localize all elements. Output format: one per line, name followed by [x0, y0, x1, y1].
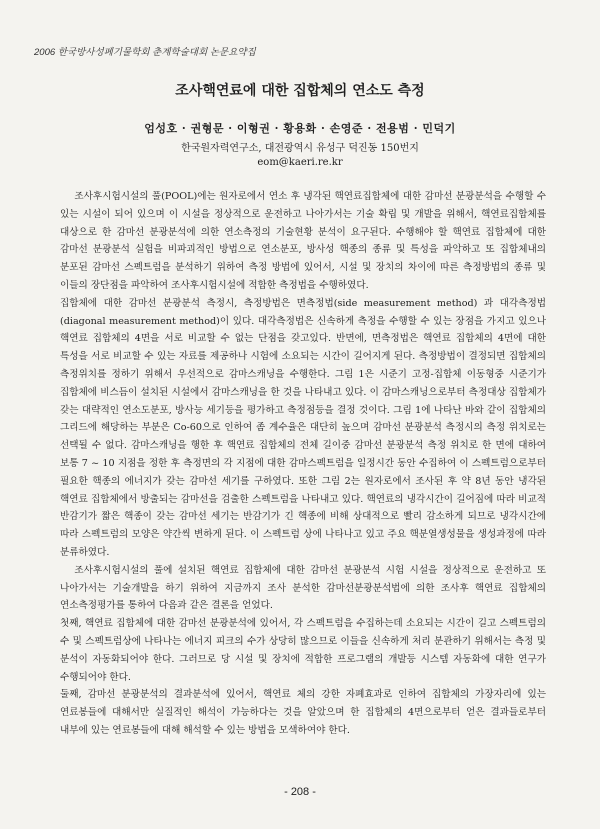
- abstract-body: [60, 188, 546, 740]
- paragraph-second-point: 둘째, 감마선 분광분석의 결과분석에 있어서, 핵연료 체의 강한 자폐효과로 인하여 집합체의 가장자리에 있는 연료봉들에 대해서만 실질적인 해석이 가능하다는 것을 알았으며 한 집합체의 4면으로부터 얻은 결과들로부터 내부에 있는 연료봉들에 대해 해석할 수 있는 방법을 모색하여야 한다.: [60, 689, 546, 736]
- paper-title: 조사핵연료에 대한 집합체의 연소도 측정: [175, 83, 425, 99]
- author-email: eom@kaeri.re.kr: [257, 157, 343, 168]
- affiliation: 한국원자력연구소, 대전광역시 유성구 덕진동 150번지: [181, 143, 419, 154]
- author-list: 엄성호 · 권형문 · 이형권 · 황용화 · 손영준 · 전용범 · 민덕기: [144, 122, 456, 135]
- running-header: 2006 한국방사성폐기물학회 춘계학술대회 논문요약집: [34, 47, 256, 58]
- paragraph-first-point: 첫째, 핵연료 집합체에 대한 감마선 분광분석에 있어서, 각 스펙트럼을 수집하는데 소요되는 시간이 길고 스펙트럼의 수 및 스펙트럼상에 나타나는 에너지 피크의 수가 상당히 많으므로 이들을 신속하게 처리 분관하기 위해서는 측정 및 분석이 자동화되어야 한다. 그러므로 당 시설 및 장치에 적합한 프로그램의 개발등 시스템 자동화에 대한 연구가 수행되어야 한다.: [60, 618, 546, 683]
- page-number: - 208 -: [284, 786, 316, 798]
- paragraph-conclusion: 조사후시험시설의 풀에 설치된 핵연료 집합체에 대한 감마선 분광분석 시험 시설을 정상적으로 운전하고 또 나아가서는 기술개발을 하기 위하여 지금까지 조사 분석한 감마선분광분석법에 의한 조사후 핵연료 집합체의 연소측정평가를 통하여 다음과 같은 결론을 얻었다.: [60, 564, 546, 612]
- paragraph-methods: 집합체에 대한 감마선 분광분석 측정시, 측정방법은 면측정법(side measurement method) 과 대각측정법(diagonal measurement method)이 있다. 대각측정법은 신속하게 측정을 수행할 수 있는 장점을 가지고 있으나 핵연료 집합체의 4면을 서로 비교할 수 없는 단점을 갖고있다. 반면에, 면측정법은 핵연료 집합체의 4면에 대한 특성을 서로 비교할 수 있는 자료를 제공하나 시험에 소요되는 시간이 길어지게 된다. 측정방법이 결정되면 집합체의 측정위치를 정하기 위해서 우선적으로 감마스캐닝을 수행한다. 그림 1은 시준기 고정-집합체 이동형중 시준기가 집합체에 비스듬이 설치된 시설에서 감마스캐닝을 한 것을 나타내고 있다. 이 감마스캐닝으로부터 측정대상 집합체가 갖는 대략적인 연소도분포, 방사능 세기등을 평가하고 측정점등을 결정 것이다. 그림 1에 나타난 바와 같이 집합체의 그리드에 해당하는 부분은 Co-60으로 인하여 좀 계수율은 대단히 높으며 감마선 분광분석 측정시의 측정 위치로는 선택될 수 없다. 감마스캐닝을 행한 후 핵연료 집합체의 전체 길이중 감마선 분광분석 측정 위치로 한 면에 대하여 보통 7 ~ 10 지점을 정한 후 측정면의 각 지점에 대한 감마스펙트럼을 일정시간 동안 수집하여 이 스펙트럼으로부터 필요한 핵종의 에너지가 갖는 감마선 세기를 구하였다. 또한 그림 2는 원자로에서 조사된 후 약 8년 동안 냉각된 핵연료 집합체에서 방출되는 감마선을 검출한 스펙트럼을 나타내고 있다. 핵연료의 냉각시간이 길어짐에 따라 비교적 반감기가 짧은 핵종이 갖는 감마선 세기는 반감기가 긴 핵종에 비해 상대적으로 빨리 감소하게 되므로 냉각시간에 따라 스펙트럼의 모양은 약간씩 변하게 된다. 이 스펙트럼 상에 나타나고 있고 주요 핵분열생성물을 생성과정에 따라 분류하였다.: [60, 297, 546, 558]
- paragraph-intro: 조사후시험시설의 풀(POOL)에는 원자로에서 연소 후 냉각된 핵연료집합체에 대한 감마선 분광분석을 수행할 수 있는 시설이 되어 있으며 이 시설을 정상적으로 운전하고 나아가서는 기술 확립 및 개발을 위해서, 핵연료집합체를 대상으로 한 감마선 분광분석에 의한 연소측정의 기술현황 분석이 요구된다. 수행해야 할 핵연료 집합체에 대한 감마선 분광분석 실험을 비파괴적인 방법으로 연소분포, 방사성 핵종의 종류 및 특성을 파악하고 또 집합체내의 분포된 감마선 스펙트럼을 분석하기 위하여 측정 방법에 있어서, 시설 및 장치의 차이에 따른 측정방법의 종류 및 이들의 장단점을 파악하여 조사후시험시설에 적합한 측정법을 수행하였다.: [60, 191, 546, 291]
